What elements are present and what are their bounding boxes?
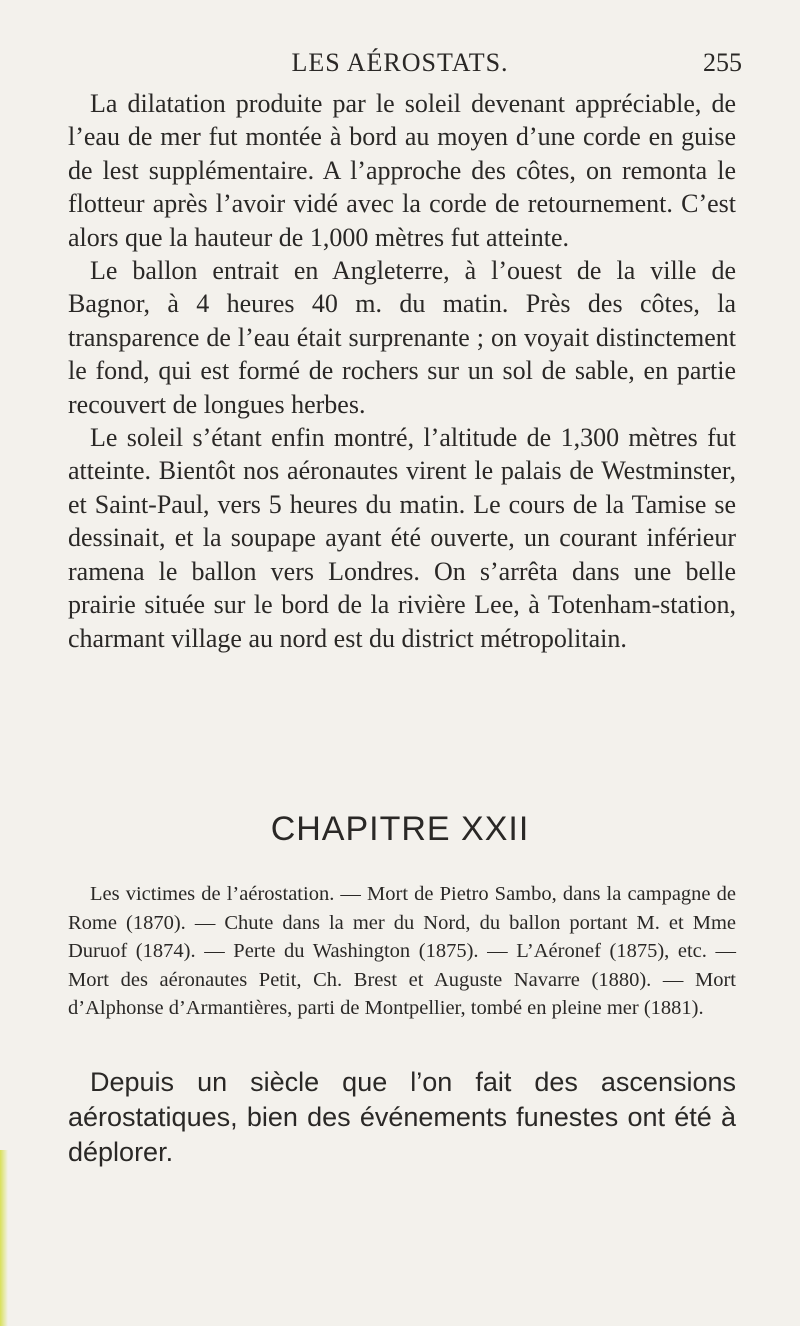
paragraph: Le ballon entrait en Angleterre, à l’ouest de la ville de Bagnor, à 4 heures 40 m. du matin. Près des côtes, la transparence de l’eau était surprenante ; on voyait distinctement le fond, qui est formé de rochers sur un sol de sable, en partie recouvert de longues herbes.: [68, 256, 736, 419]
paragraph: La dilatation produite par le soleil devenant appréciable, de l’eau de mer fut montée à bord au moyen d’une corde en guise de lest supplémentaire. A l’approche des côtes, on remonta le flotteur après l’avoir vidé avec la corde de retournement. C’est alors que la hauteur de 1,000 mètres fut atteinte.: [68, 89, 736, 252]
chapter-title: CHAPITRE XXII: [270, 810, 530, 848]
running-head: [0, 48, 800, 82]
running-title: LES AÉROSTATS.: [291, 48, 509, 77]
chapter-summary: [68, 880, 736, 1023]
opening-paragraph: Depuis un siècle que l’on fait des ascensions aérostatiques, bien des événements funestes ont été à déplorer.: [68, 1067, 736, 1167]
page-edge-shadow: [0, 1150, 8, 1326]
summary-text: Les victimes de l’aérostation. — Mort de Pietro Sambo, dans la campagne de Rome (1870). — Chute dans la mer du Nord, du ballon portant M. et Mme Duruof (1874). — Perte du Washington (1875). — L’Aéronef (1875), etc. — Mort des aéronautes Petit, Ch. Brest et Auguste Navarre (1880). — Mort d’Alphonse d’Armantières, parti de Montpellier, tombé en pleine mer (1881).: [68, 883, 736, 1019]
body-text: [68, 87, 736, 655]
chapter-opening: [68, 1065, 736, 1170]
page-number: 255: [703, 48, 742, 77]
paragraph: Le soleil s’étant enfin montré, l’altitude de 1,300 mètres fut atteinte. Bientôt nos aéronautes virent le palais de Westminster, et Saint-Paul, vers 5 heures du matin. Le cours de la Tamise se dessinait, et la soupape ayant été ouverte, un courant inférieur ramena le ballon vers Londres. On s’arrêta dans une belle prairie située sur le bord de la rivière Lee, à Totenham-station, charmant village au nord est du district métropolitain.: [68, 423, 736, 653]
